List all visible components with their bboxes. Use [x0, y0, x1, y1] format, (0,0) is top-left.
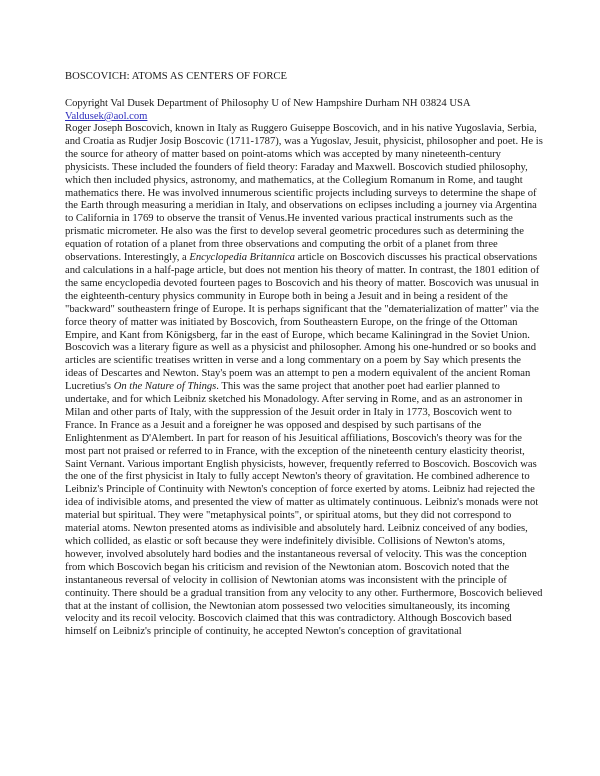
document-title: BOSCOVICH: ATOMS AS CENTERS OF FORCE: [65, 71, 288, 82]
body-text-part-2: article on Boscovich discusses his practical observations and calculations in a half-page article, but does not mention his theory of matter. In contrast, the 1801 edition of the same encyclopedia devoted fourteen pages to Boscovich and his theory of matter. Boscovich was unusual in the eighteenth-century physics community in Europe both in being a Jesuit and in being a resident of the "backward" southeastern fringe of Europe. It is perhaps significant that the "dematerialization of matter" via the force theory of matter was initiated by Boscovich, from Southeastern Europe, on the fringe of the Ottoman Empire, and Kant from Königsberg, far in the east of Europe, which became Kaliningrad in the Soviet Union. Boscovich was a literary figure as well as a physicist and philosopher. Among his one-hundred or so books and articles are scientific treatises written in verse and a long commentary on a poem by Say which presents the ideas of Descartes and Newton. Stay's poem was an attempt to pen a modern equivalent of the ancient Roman Lucretius's: [65, 252, 540, 393]
email-link[interactable]: Valdusek@aol.com: [65, 111, 148, 122]
body-text-part-3: . This was the same project that another poet had earlier planned to undertake, and for which Leibniz sketched his Monadology. After serving in Rome, and as an astronomer in Milan and other parts of Italy, with the suppression of the Jesuit order in Italy in 1773, Boscovich went to France. In France as a Jesuit and a foreigner he was opposed and despised by such partisans of the Enlightenment as D'Alembert. In part for reason of his Jesuitical affiliations, Boscovich's theory was for the most part not praised or referred to in France, with the exception of the nineteenth century elasticity theorist, Saint Vernant. Various important English physicists, however, frequently referred to Boscovich. Boscovich was the one of the first physicist in Italy to fully accept Newton's theory of gravitation. He combined adherence to Leibniz's Principle of Continuity with Newton's conception of force exerted by atoms. Leibniz had rejected the idea of indivisible atoms, and presented the view of matter as ultimately continuous. Leibniz's monads were not material but spiritual. They were "metaphysical points", or spiritual atoms, but they did not correspond to material atoms. Newton presented atoms as indivisible and absolutely hard. Leibniz conceived of any bodies, which collided, as elastic or soft because they were indefinitely divisible. Collisions of Newton's atoms, however, involved absolutely hard bodies and the instantaneous reversal of velocity. This was the conception from which Boscovich began his criticism and revision of the Newtonian atom. Boscovich noted that the instantaneous reversal of velocity in collision of Newtonian atoms was inconsistent with the principle of continuity. There should be a gradual transition from any velocity to any other. Furthermore, Boscovich believed that at the instant of collision, the Newtonian atom possessed two velocities simultaneously, its incoming velocity and its recoil velocity. Boscovich claimed that this was contradictory. Although Boscovich based himself on Leibniz's principle of continuity, he accepted Newton's conception of gravitational: [65, 381, 543, 638]
copyright-line: Copyright Val Dusek Department of Philosophy U of New Hampshire Durham NH 03824 USA: [65, 98, 471, 109]
document-page: [65, 70, 545, 639]
body-paragraph: [65, 123, 545, 639]
italic-title-nature-of-things: On the Nature of Things: [113, 381, 217, 393]
italic-title-britannica: Encyclopedia Britannica: [189, 252, 295, 264]
body-text-part-1: Roger Joseph Boscovich, known in Italy as Ruggero Guiseppe Boscovich, and in his native Yugoslavia, Serbia, and Croatia as Rudjer Josip Boscovic (1711-1787), was a Yugoslav, Jesuit, physicist, philosopher and poet. He is the source for atheory of matter based on point-atoms which was accepted by many nineteenth-century physicists. These included the founders of field theory: Faraday and Maxwell. Boscovich studied philosophy, which then included physics, astronomy, and mathematics, at the Collegium Romanum in Rome, and taught mathematics there. He was involved innumerous scientific projects including surveys to determine the shape of the Earth through measuring a meridian in Italy, and observations on eclipses including a journey via Argentina to California in 1769 to observe the transit of Venus.He invented various practical instruments such as the prismatic micrometer. He also was the first to develop several geometric procedures such as determining the equation of rotation of a planet from three observations and computing the orbit of a planet from three observations. Interestingly, a: [65, 123, 543, 264]
